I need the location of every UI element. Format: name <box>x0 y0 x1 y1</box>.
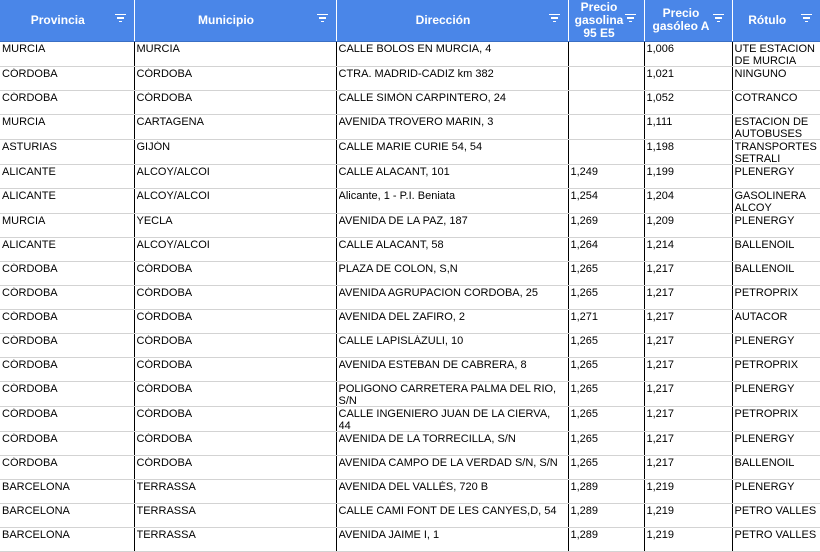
cell-rotulo[interactable] <box>732 188 820 213</box>
cell-rotulo[interactable] <box>732 527 820 551</box>
cell-municipio[interactable] <box>134 381 336 406</box>
filter-icon[interactable] <box>549 14 560 22</box>
table-row[interactable] <box>0 285 820 309</box>
cell-direccion-text: CALLE MARIE CURIE 54, 54 <box>338 140 483 153</box>
cell-precio-gasoleo-a[interactable] <box>644 479 732 503</box>
cell-direccion[interactable] <box>336 431 568 455</box>
cell-provincia[interactable] <box>0 357 134 381</box>
cell-direccion[interactable] <box>336 479 568 503</box>
column-header-label: Rótulo <box>748 12 787 27</box>
cell-precio-gasoleo-a[interactable] <box>644 66 732 90</box>
cell-direccion-text: CALLE SIMÓN CARPINTERO, 24 <box>338 91 506 104</box>
column-header-label: Precio gasolina 95 E5 <box>574 0 624 40</box>
cell-rotulo-text: NINGUNO <box>734 67 787 80</box>
cell-precio-gasolina-95-e5-text: 1,289 <box>570 528 599 541</box>
table-row[interactable] <box>0 479 820 503</box>
table-row[interactable] <box>0 503 820 527</box>
cell-rotulo-text: PETROPRIX <box>734 358 799 371</box>
cell-rotulo[interactable] <box>732 41 820 66</box>
cell-precio-gasolina-95-e5[interactable] <box>568 357 644 381</box>
table-row[interactable] <box>0 114 820 139</box>
cell-municipio[interactable] <box>134 261 336 285</box>
cell-rotulo-text: PETROPRIX <box>734 407 799 420</box>
cell-precio-gasoleo-a-text: 1,219 <box>646 528 675 541</box>
table-row[interactable] <box>0 139 820 164</box>
cell-municipio[interactable] <box>134 431 336 455</box>
cell-municipio-text: CÓRDOBA <box>136 382 193 395</box>
cell-rotulo[interactable] <box>732 309 820 333</box>
table-body <box>0 41 820 551</box>
cell-rotulo-text: ESTACION DE AUTOBUSES <box>734 115 809 139</box>
cell-precio-gasoleo-a-text: 1,198 <box>646 140 675 153</box>
cell-municipio[interactable] <box>134 66 336 90</box>
cell-provincia[interactable] <box>0 261 134 285</box>
table-row[interactable] <box>0 381 820 406</box>
cell-precio-gasolina-95-e5[interactable] <box>568 455 644 479</box>
cell-municipio-text: MURCIA <box>136 42 180 55</box>
cell-precio-gasoleo-a[interactable] <box>644 139 732 164</box>
cell-provincia[interactable] <box>0 66 134 90</box>
cell-precio-gasoleo-a-text: 1,217 <box>646 456 675 469</box>
cell-municipio-text: CÓRDOBA <box>136 310 193 323</box>
header-row <box>0 0 820 41</box>
cell-precio-gasolina-95-e5[interactable] <box>568 237 644 261</box>
cell-precio-gasoleo-a[interactable] <box>644 188 732 213</box>
cell-provincia-text: CÓRDOBA <box>2 67 58 80</box>
cell-rotulo[interactable] <box>732 237 820 261</box>
cell-direccion[interactable] <box>336 455 568 479</box>
cell-rotulo[interactable] <box>732 285 820 309</box>
cell-direccion-text: AVENIDA JAIME I, 1 <box>338 528 440 541</box>
cell-direccion-text: AVENIDA AGRUPACION CORDOBA, 25 <box>338 286 538 299</box>
cell-precio-gasoleo-a-text: 1,199 <box>646 165 675 178</box>
cell-precio-gasoleo-a-text: 1,217 <box>646 358 675 371</box>
cell-direccion-text: AVENIDA DE LA TORRECILLA, S/N <box>338 432 516 445</box>
cell-precio-gasoleo-a[interactable] <box>644 406 732 431</box>
cell-provincia-text: CÓRDOBA <box>2 358 58 371</box>
cell-direccion[interactable] <box>336 139 568 164</box>
cell-municipio[interactable] <box>134 237 336 261</box>
cell-precio-gasolina-95-e5-text: 1,269 <box>570 214 599 227</box>
cell-municipio-text: CÓRDOBA <box>136 358 193 371</box>
column-header-label: Municipio <box>198 12 254 27</box>
cell-precio-gasolina-95-e5[interactable] <box>568 285 644 309</box>
cell-municipio-text: CÓRDOBA <box>136 67 193 80</box>
cell-provincia-text: CÓRDOBA <box>2 262 58 275</box>
cell-municipio[interactable] <box>134 357 336 381</box>
cell-rotulo-text: BALLENOIL <box>734 456 795 469</box>
cell-rotulo-text: PETRO VALLES <box>734 504 817 517</box>
cell-direccion[interactable] <box>336 237 568 261</box>
cell-rotulo[interactable] <box>732 213 820 237</box>
cell-direccion-text: CALLE BOLOS EN MURCIA, 4 <box>338 42 492 55</box>
cell-direccion[interactable] <box>336 309 568 333</box>
cell-precio-gasoleo-a[interactable] <box>644 503 732 527</box>
cell-provincia-text: ALICANTE <box>2 189 56 202</box>
cell-precio-gasolina-95-e5[interactable] <box>568 503 644 527</box>
cell-precio-gasolina-95-e5[interactable] <box>568 188 644 213</box>
cell-municipio-text: TERRASSA <box>136 528 196 541</box>
cell-rotulo[interactable] <box>732 261 820 285</box>
cell-precio-gasolina-95-e5-text: 1,265 <box>570 432 599 445</box>
cell-precio-gasoleo-a-text: 1,217 <box>646 286 675 299</box>
cell-precio-gasolina-95-e5[interactable] <box>568 381 644 406</box>
cell-precio-gasoleo-a[interactable] <box>644 114 732 139</box>
column-header-provincia[interactable] <box>0 0 134 41</box>
cell-provincia[interactable] <box>0 90 134 114</box>
cell-rotulo[interactable] <box>732 381 820 406</box>
column-header-label: Dirección <box>415 12 471 27</box>
table-row[interactable] <box>0 455 820 479</box>
cell-rotulo[interactable] <box>732 431 820 455</box>
table-row[interactable] <box>0 164 820 188</box>
cell-provincia-text: CÓRDOBA <box>2 91 58 104</box>
cell-precio-gasolina-95-e5-text: 1,249 <box>570 165 599 178</box>
cell-rotulo[interactable] <box>732 164 820 188</box>
cell-rotulo-text: GASOLINERA ALCOY <box>734 189 806 213</box>
cell-provincia[interactable] <box>0 188 134 213</box>
table-row[interactable] <box>0 66 820 90</box>
cell-precio-gasolina-95-e5[interactable] <box>568 41 644 66</box>
column-header-municipio[interactable] <box>134 0 336 41</box>
cell-provincia-text: CÓRDOBA <box>2 310 58 323</box>
cell-provincia[interactable] <box>0 114 134 139</box>
cell-precio-gasoleo-a-text: 1,214 <box>646 238 675 251</box>
cell-precio-gasoleo-a[interactable] <box>644 431 732 455</box>
cell-provincia[interactable] <box>0 503 134 527</box>
table-row[interactable] <box>0 213 820 237</box>
cell-rotulo[interactable] <box>732 90 820 114</box>
cell-rotulo[interactable] <box>732 406 820 431</box>
cell-rotulo-text: PETRO VALLES <box>734 528 817 541</box>
cell-precio-gasoleo-a-text: 1,209 <box>646 214 675 227</box>
cell-provincia-text: ALICANTE <box>2 165 56 178</box>
cell-precio-gasolina-95-e5[interactable] <box>568 213 644 237</box>
cell-direccion[interactable] <box>336 261 568 285</box>
cell-provincia[interactable] <box>0 455 134 479</box>
cell-precio-gasolina-95-e5[interactable] <box>568 431 644 455</box>
cell-provincia-text: CÓRDOBA <box>2 334 58 347</box>
cell-rotulo[interactable] <box>732 455 820 479</box>
cell-direccion-text: AVENIDA DEL ZAFIRO, 2 <box>338 310 466 323</box>
column-header-label: Precio gasóleo A <box>652 6 710 34</box>
cell-precio-gasolina-95-e5[interactable] <box>568 139 644 164</box>
cell-rotulo-text: BALLENOIL <box>734 238 795 251</box>
cell-direccion-text: CALLE INGENIERO JUAN DE LA CIERVA, 44 <box>338 407 551 431</box>
cell-municipio[interactable] <box>134 213 336 237</box>
cell-precio-gasoleo-a-text: 1,217 <box>646 432 675 445</box>
cell-provincia-text: CÓRDOBA <box>2 456 58 469</box>
column-header-label: Provincia <box>30 12 85 27</box>
cell-provincia-text: ALICANTE <box>2 238 56 251</box>
cell-municipio[interactable] <box>134 503 336 527</box>
cell-rotulo-text: BALLENOIL <box>734 262 795 275</box>
cell-provincia[interactable] <box>0 333 134 357</box>
column-header-rotulo[interactable] <box>732 0 820 41</box>
cell-direccion[interactable] <box>336 213 568 237</box>
table-row[interactable] <box>0 357 820 381</box>
cell-precio-gasolina-95-e5[interactable] <box>568 114 644 139</box>
cell-precio-gasolina-95-e5[interactable] <box>568 309 644 333</box>
cell-direccion-text: AVENIDA DEL VALLÈS, 720 B <box>338 480 489 493</box>
cell-direccion[interactable] <box>336 164 568 188</box>
cell-precio-gasolina-95-e5-text: 1,265 <box>570 382 599 395</box>
cell-precio-gasoleo-a-text: 1,111 <box>646 115 673 128</box>
cell-municipio-text: TERRASSA <box>136 504 196 517</box>
cell-municipio-text: ALCOY/ALCOI <box>136 238 210 251</box>
cell-municipio-text: CÓRDOBA <box>136 456 193 469</box>
cell-precio-gasoleo-a-text: 1,217 <box>646 262 675 275</box>
cell-direccion[interactable] <box>336 503 568 527</box>
cell-direccion-text: CALLE ALACANT, 101 <box>338 165 450 178</box>
cell-precio-gasoleo-a[interactable] <box>644 237 732 261</box>
cell-precio-gasoleo-a-text: 1,217 <box>646 382 675 395</box>
cell-provincia[interactable] <box>0 213 134 237</box>
cell-precio-gasolina-95-e5-text: 1,254 <box>570 189 599 202</box>
cell-precio-gasoleo-a[interactable] <box>644 455 732 479</box>
cell-rotulo-text: AUTACOR <box>734 310 788 323</box>
cell-precio-gasoleo-a-text: 1,217 <box>646 310 675 323</box>
cell-precio-gasolina-95-e5-text: 1,265 <box>570 456 599 469</box>
filter-icon[interactable] <box>625 14 636 22</box>
cell-municipio-text: CARTAGENA <box>136 115 204 128</box>
table-row[interactable] <box>0 41 820 66</box>
cell-rotulo-text: PLENERGY <box>734 480 795 493</box>
cell-provincia-text: CÓRDOBA <box>2 286 58 299</box>
cell-provincia-text: CÓRDOBA <box>2 432 58 445</box>
cell-rotulo[interactable] <box>732 503 820 527</box>
cell-municipio[interactable] <box>134 90 336 114</box>
cell-precio-gasolina-95-e5[interactable] <box>568 527 644 551</box>
cell-provincia[interactable] <box>0 164 134 188</box>
cell-rotulo-text: COTRANCO <box>734 91 798 104</box>
cell-precio-gasoleo-a[interactable] <box>644 213 732 237</box>
cell-direccion-text: Alicante, 1 - P.I. Beniata <box>338 189 456 202</box>
cell-municipio[interactable] <box>134 527 336 551</box>
cell-precio-gasolina-95-e5-text: 1,265 <box>570 334 599 347</box>
cell-municipio[interactable] <box>134 285 336 309</box>
cell-rotulo-text: PLENERGY <box>734 214 795 227</box>
cell-rotulo[interactable] <box>732 139 820 164</box>
cell-provincia[interactable] <box>0 41 134 66</box>
cell-provincia[interactable] <box>0 406 134 431</box>
cell-municipio-text: YECLA <box>136 214 173 227</box>
filter-icon[interactable] <box>317 14 328 22</box>
cell-municipio[interactable] <box>134 114 336 139</box>
cell-precio-gasoleo-a[interactable] <box>644 357 732 381</box>
cell-provincia[interactable] <box>0 309 134 333</box>
column-header-direccion[interactable] <box>336 0 568 41</box>
cell-direccion-text: CALLE LAPISLÁZULI, 10 <box>338 334 464 347</box>
cell-direccion-text: CALLE ALACANT, 58 <box>338 238 444 251</box>
column-header-precio-gasoleo-a[interactable] <box>644 0 732 41</box>
cell-direccion[interactable] <box>336 381 568 406</box>
cell-municipio[interactable] <box>134 479 336 503</box>
cell-direccion-text: PLAZA DE COLON, S,N <box>338 262 458 275</box>
cell-rotulo[interactable] <box>732 114 820 139</box>
cell-precio-gasoleo-a[interactable] <box>644 285 732 309</box>
cell-precio-gasolina-95-e5[interactable] <box>568 261 644 285</box>
cell-provincia-text: MURCIA <box>2 214 46 227</box>
cell-direccion[interactable] <box>336 357 568 381</box>
table-row[interactable] <box>0 527 820 551</box>
column-header-precio-gasolina-95-e5[interactable] <box>568 0 644 41</box>
cell-rotulo-text: PLENERGY <box>734 165 795 178</box>
cell-provincia-text: BARCELONA <box>2 480 70 493</box>
cell-direccion[interactable] <box>336 527 568 551</box>
cell-municipio[interactable] <box>134 41 336 66</box>
cell-rotulo-text: TRANSPORTES SETRALI <box>734 140 817 164</box>
cell-provincia-text: CÓRDOBA <box>2 407 58 420</box>
cell-provincia-text: MURCIA <box>2 42 46 55</box>
cell-precio-gasoleo-a-text: 1,219 <box>646 480 675 493</box>
cell-direccion-text: AVENIDA ESTEBAN DE CABRERA, 8 <box>338 358 527 371</box>
table-row[interactable] <box>0 431 820 455</box>
cell-direccion-text: AVENIDA DE LA PAZ, 187 <box>338 214 468 227</box>
cell-rotulo[interactable] <box>732 333 820 357</box>
cell-rotulo[interactable] <box>732 479 820 503</box>
cell-precio-gasoleo-a-text: 1,204 <box>646 189 675 202</box>
cell-precio-gasoleo-a-text: 1,052 <box>646 91 675 104</box>
cell-municipio[interactable] <box>134 406 336 431</box>
cell-provincia-text: ASTURIAS <box>2 140 58 153</box>
cell-precio-gasoleo-a[interactable] <box>644 164 732 188</box>
cell-municipio[interactable] <box>134 188 336 213</box>
cell-precio-gasolina-95-e5-text: 1,264 <box>570 238 599 251</box>
cell-provincia-text: CÓRDOBA <box>2 382 58 395</box>
cell-direccion[interactable] <box>336 406 568 431</box>
cell-direccion[interactable] <box>336 41 568 66</box>
cell-provincia[interactable] <box>0 381 134 406</box>
filter-icon[interactable] <box>713 14 724 22</box>
cell-direccion-text: POLIGONO CARRETERA PALMA DEL RIO, S/N <box>338 382 557 406</box>
cell-municipio-text: TERRASSA <box>136 480 196 493</box>
cell-rotulo-text: PETROPRIX <box>734 286 799 299</box>
cell-precio-gasoleo-a[interactable] <box>644 41 732 66</box>
cell-precio-gasoleo-a-text: 1,021 <box>646 67 675 80</box>
cell-provincia[interactable] <box>0 139 134 164</box>
cell-municipio-text: CÓRDOBA <box>136 334 193 347</box>
filter-icon[interactable] <box>115 14 126 22</box>
cell-direccion-text: CALLE CAMI FONT DE LES CANYES,D, 54 <box>338 504 557 517</box>
table-row[interactable] <box>0 333 820 357</box>
cell-direccion[interactable] <box>336 188 568 213</box>
cell-municipio-text: CÓRDOBA <box>136 407 193 420</box>
table-row[interactable] <box>0 261 820 285</box>
cell-direccion[interactable] <box>336 114 568 139</box>
cell-provincia[interactable] <box>0 479 134 503</box>
cell-precio-gasolina-95-e5-text: 1,265 <box>570 358 599 371</box>
cell-rotulo[interactable] <box>732 66 820 90</box>
cell-rotulo-text: PLENERGY <box>734 334 795 347</box>
cell-municipio-text: GIJÓN <box>136 140 171 153</box>
cell-direccion[interactable] <box>336 90 568 114</box>
cell-precio-gasolina-95-e5-text: 1,289 <box>570 480 599 493</box>
cell-precio-gasoleo-a-text: 1,219 <box>646 504 675 517</box>
cell-municipio[interactable] <box>134 455 336 479</box>
cell-municipio-text: CÓRDOBA <box>136 432 193 445</box>
cell-provincia[interactable] <box>0 237 134 261</box>
cell-municipio[interactable] <box>134 333 336 357</box>
cell-direccion[interactable] <box>336 333 568 357</box>
cell-rotulo-text: PLENERGY <box>734 432 795 445</box>
cell-provincia-text: BARCELONA <box>2 504 70 517</box>
cell-direccion-text: CTRA. MADRID-CADIZ km 382 <box>338 67 494 80</box>
cell-rotulo-text: PLENERGY <box>734 382 795 395</box>
cell-direccion-text: AVENIDA CAMPO DE LA VERDAD S/N, S/N <box>338 456 558 469</box>
cell-rotulo[interactable] <box>732 357 820 381</box>
cell-precio-gasolina-95-e5-text: 1,289 <box>570 504 599 517</box>
cell-provincia[interactable] <box>0 527 134 551</box>
cell-municipio-text: ALCOY/ALCOI <box>136 189 210 202</box>
cell-direccion-text: AVENIDA TROVERO MARIN, 3 <box>338 115 494 128</box>
cell-provincia-text: BARCELONA <box>2 528 70 541</box>
cell-precio-gasoleo-a-text: 1,006 <box>646 42 675 55</box>
cell-municipio-text: CÓRDOBA <box>136 91 193 104</box>
table-row[interactable] <box>0 309 820 333</box>
cell-provincia[interactable] <box>0 431 134 455</box>
table-row[interactable] <box>0 406 820 431</box>
cell-precio-gasoleo-a[interactable] <box>644 90 732 114</box>
cell-precio-gasoleo-a[interactable] <box>644 381 732 406</box>
cell-municipio[interactable] <box>134 139 336 164</box>
cell-precio-gasoleo-a-text: 1,217 <box>646 334 675 347</box>
cell-precio-gasolina-95-e5[interactable] <box>568 164 644 188</box>
cell-precio-gasolina-95-e5[interactable] <box>568 406 644 431</box>
cell-municipio[interactable] <box>134 309 336 333</box>
cell-provincia[interactable] <box>0 285 134 309</box>
cell-municipio-text: CÓRDOBA <box>136 262 193 275</box>
cell-municipio-text: ALCOY/ALCOI <box>136 165 210 178</box>
cell-precio-gasolina-95-e5[interactable] <box>568 90 644 114</box>
filter-icon[interactable] <box>801 14 812 22</box>
cell-precio-gasolina-95-e5-text: 1,265 <box>570 286 599 299</box>
cell-precio-gasoleo-a[interactable] <box>644 333 732 357</box>
cell-precio-gasoleo-a-text: 1,217 <box>646 407 675 420</box>
cell-municipio-text: CÓRDOBA <box>136 286 193 299</box>
cell-rotulo-text: UTE ESTACION DE MURCIA <box>734 42 815 66</box>
cell-direccion[interactable] <box>336 285 568 309</box>
cell-provincia-text: MURCIA <box>2 115 46 128</box>
cell-municipio[interactable] <box>134 164 336 188</box>
cell-precio-gasolina-95-e5-text: 1,271 <box>570 310 599 323</box>
table-row[interactable] <box>0 90 820 114</box>
cell-precio-gasolina-95-e5[interactable] <box>568 333 644 357</box>
table-row[interactable] <box>0 188 820 213</box>
cell-precio-gasolina-95-e5-text: 1,265 <box>570 407 599 420</box>
cell-precio-gasolina-95-e5[interactable] <box>568 479 644 503</box>
cell-precio-gasolina-95-e5[interactable] <box>568 66 644 90</box>
table-row[interactable] <box>0 237 820 261</box>
cell-precio-gasoleo-a[interactable] <box>644 261 732 285</box>
cell-precio-gasoleo-a[interactable] <box>644 527 732 551</box>
cell-direccion[interactable] <box>336 66 568 90</box>
cell-precio-gasoleo-a[interactable] <box>644 309 732 333</box>
cell-precio-gasolina-95-e5-text: 1,265 <box>570 262 599 275</box>
